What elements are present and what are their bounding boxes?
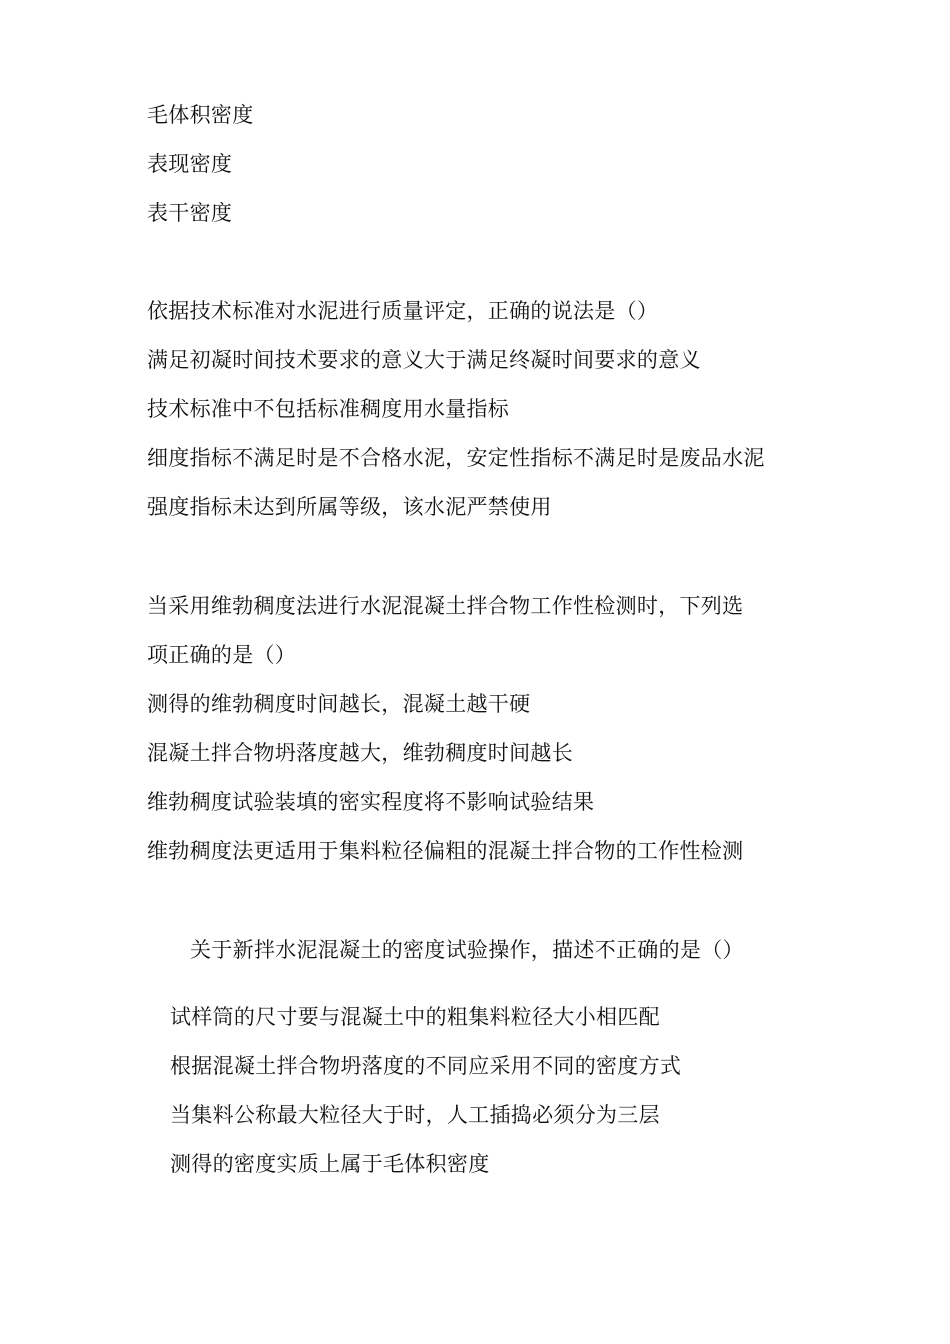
- option-text: 满足初凝时间技术要求的意义大于满足终凝时间要求的意义: [147, 348, 701, 372]
- option-text: 毛体积密度: [147, 103, 254, 127]
- option-text: 细度指标不满足时是不合格水泥，安定性指标不满足时是废品水泥: [147, 446, 765, 470]
- option-text: 试样筒的尺寸要与混凝土中的粗集料粒径大小相匹配: [170, 1005, 660, 1029]
- option-text: 强度指标未达到所属等级，该水泥严禁使用: [147, 495, 552, 519]
- question-text: 当采用维勃稠度法进行水泥混凝土拌合物工作性检测时，下列选: [147, 594, 744, 618]
- option-text: 维勃稠度试验装填的密实程度将不影响试验结果: [147, 790, 595, 814]
- option-text: 表现密度: [147, 152, 233, 176]
- option-text: 测得的维勃稠度时间越长，混凝土越干硬: [147, 692, 531, 716]
- question-text: 依据技术标准对水泥进行质量评定，正确的说法是（）: [147, 299, 659, 323]
- option-text: 当集料公称最大粒径大于时，人工插捣必须分为三层: [170, 1103, 660, 1127]
- option-text: 测得的密度实质上属于毛体积密度: [170, 1152, 490, 1176]
- option-text: 技术标准中不包括标准稠度用水量指标: [147, 397, 510, 421]
- question-text: 项正确的是（）: [147, 643, 297, 667]
- option-text: 维勃稠度法更适用于集料粒径偏粗的混凝土拌合物的工作性检测: [147, 839, 744, 863]
- option-text: 根据混凝土拌合物坍落度的不同应采用不同的密度方式: [170, 1054, 682, 1078]
- question-text: 关于新拌水泥混凝土的密度试验操作，描述不正确的是（）: [190, 938, 744, 962]
- option-text: 混凝土拌合物坍落度越大，维勃稠度时间越长: [147, 741, 573, 765]
- option-text: 表干密度: [147, 201, 233, 225]
